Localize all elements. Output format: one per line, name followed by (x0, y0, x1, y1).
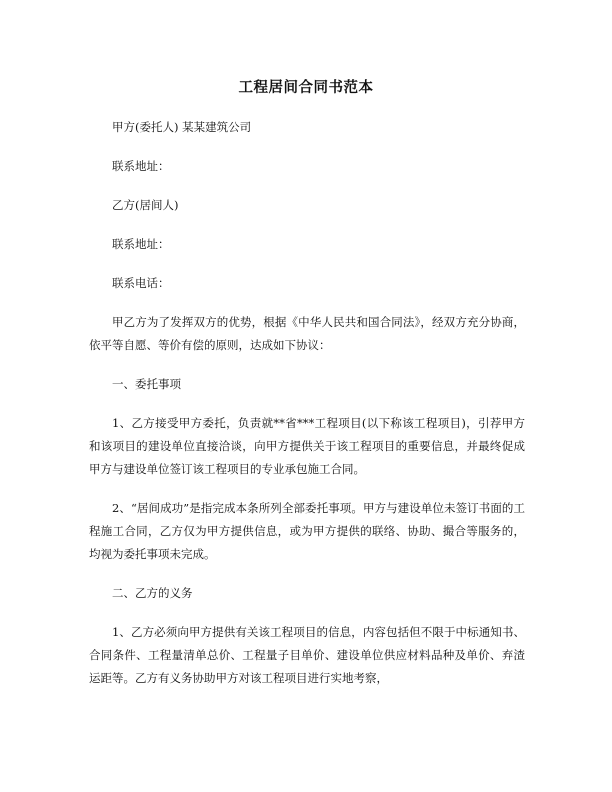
party-b-phone-line: 联系电话： (112, 276, 170, 290)
party-b-address-line: 联系地址： (112, 237, 170, 251)
party-b-line: 乙方(居间人) (112, 198, 179, 212)
party-a-line: 甲方(委托人) 某某建筑公司 (112, 120, 252, 134)
section-heading-1: 一、委托事项 (112, 377, 181, 391)
clause-1-1: 1、乙方接受甲方委托，负责就**省***工程项目(以下称该工程项目)，引荐甲方和该项目的建设单位直接洽谈，向甲方提供关于该工程项目的重要信息，并最终促成甲方与建设单位签订该工程项目的专业承包施工合同。 (89, 416, 525, 476)
section-heading-2: 二、乙方的义务 (112, 586, 193, 600)
clause-1-2: 2、“居间成功”是指完成本条所列全部委托事项。甲方与建设单位未签订书面的工程施工合同，乙方仅为甲方提供信息，或为甲方提供的联络、协助、撮合等服务的，均视为委托事项未完成。 (89, 501, 525, 561)
clause-2-1: 1、乙方必须向甲方提供有关该工程项目的信息，内容包括但不限于中标通知书、合同条件、工程量清单总价、工程量子目单价、建设单位供应材料品种及单价、弃渣运距等。乙方有义务协助甲方对该工程项目进行实地考察， (89, 625, 525, 685)
document-title: 工程居间合同书范本 (238, 80, 374, 96)
party-a-address-line: 联系地址： (112, 159, 170, 173)
preamble-paragraph: 甲乙方为了发挥双方的优势，根据《中华人民共和国合同法》，经双方充分协商，依平等自愿、等价有偿的原则，达成如下协议： (89, 315, 525, 352)
document-body (89, 116, 525, 690)
